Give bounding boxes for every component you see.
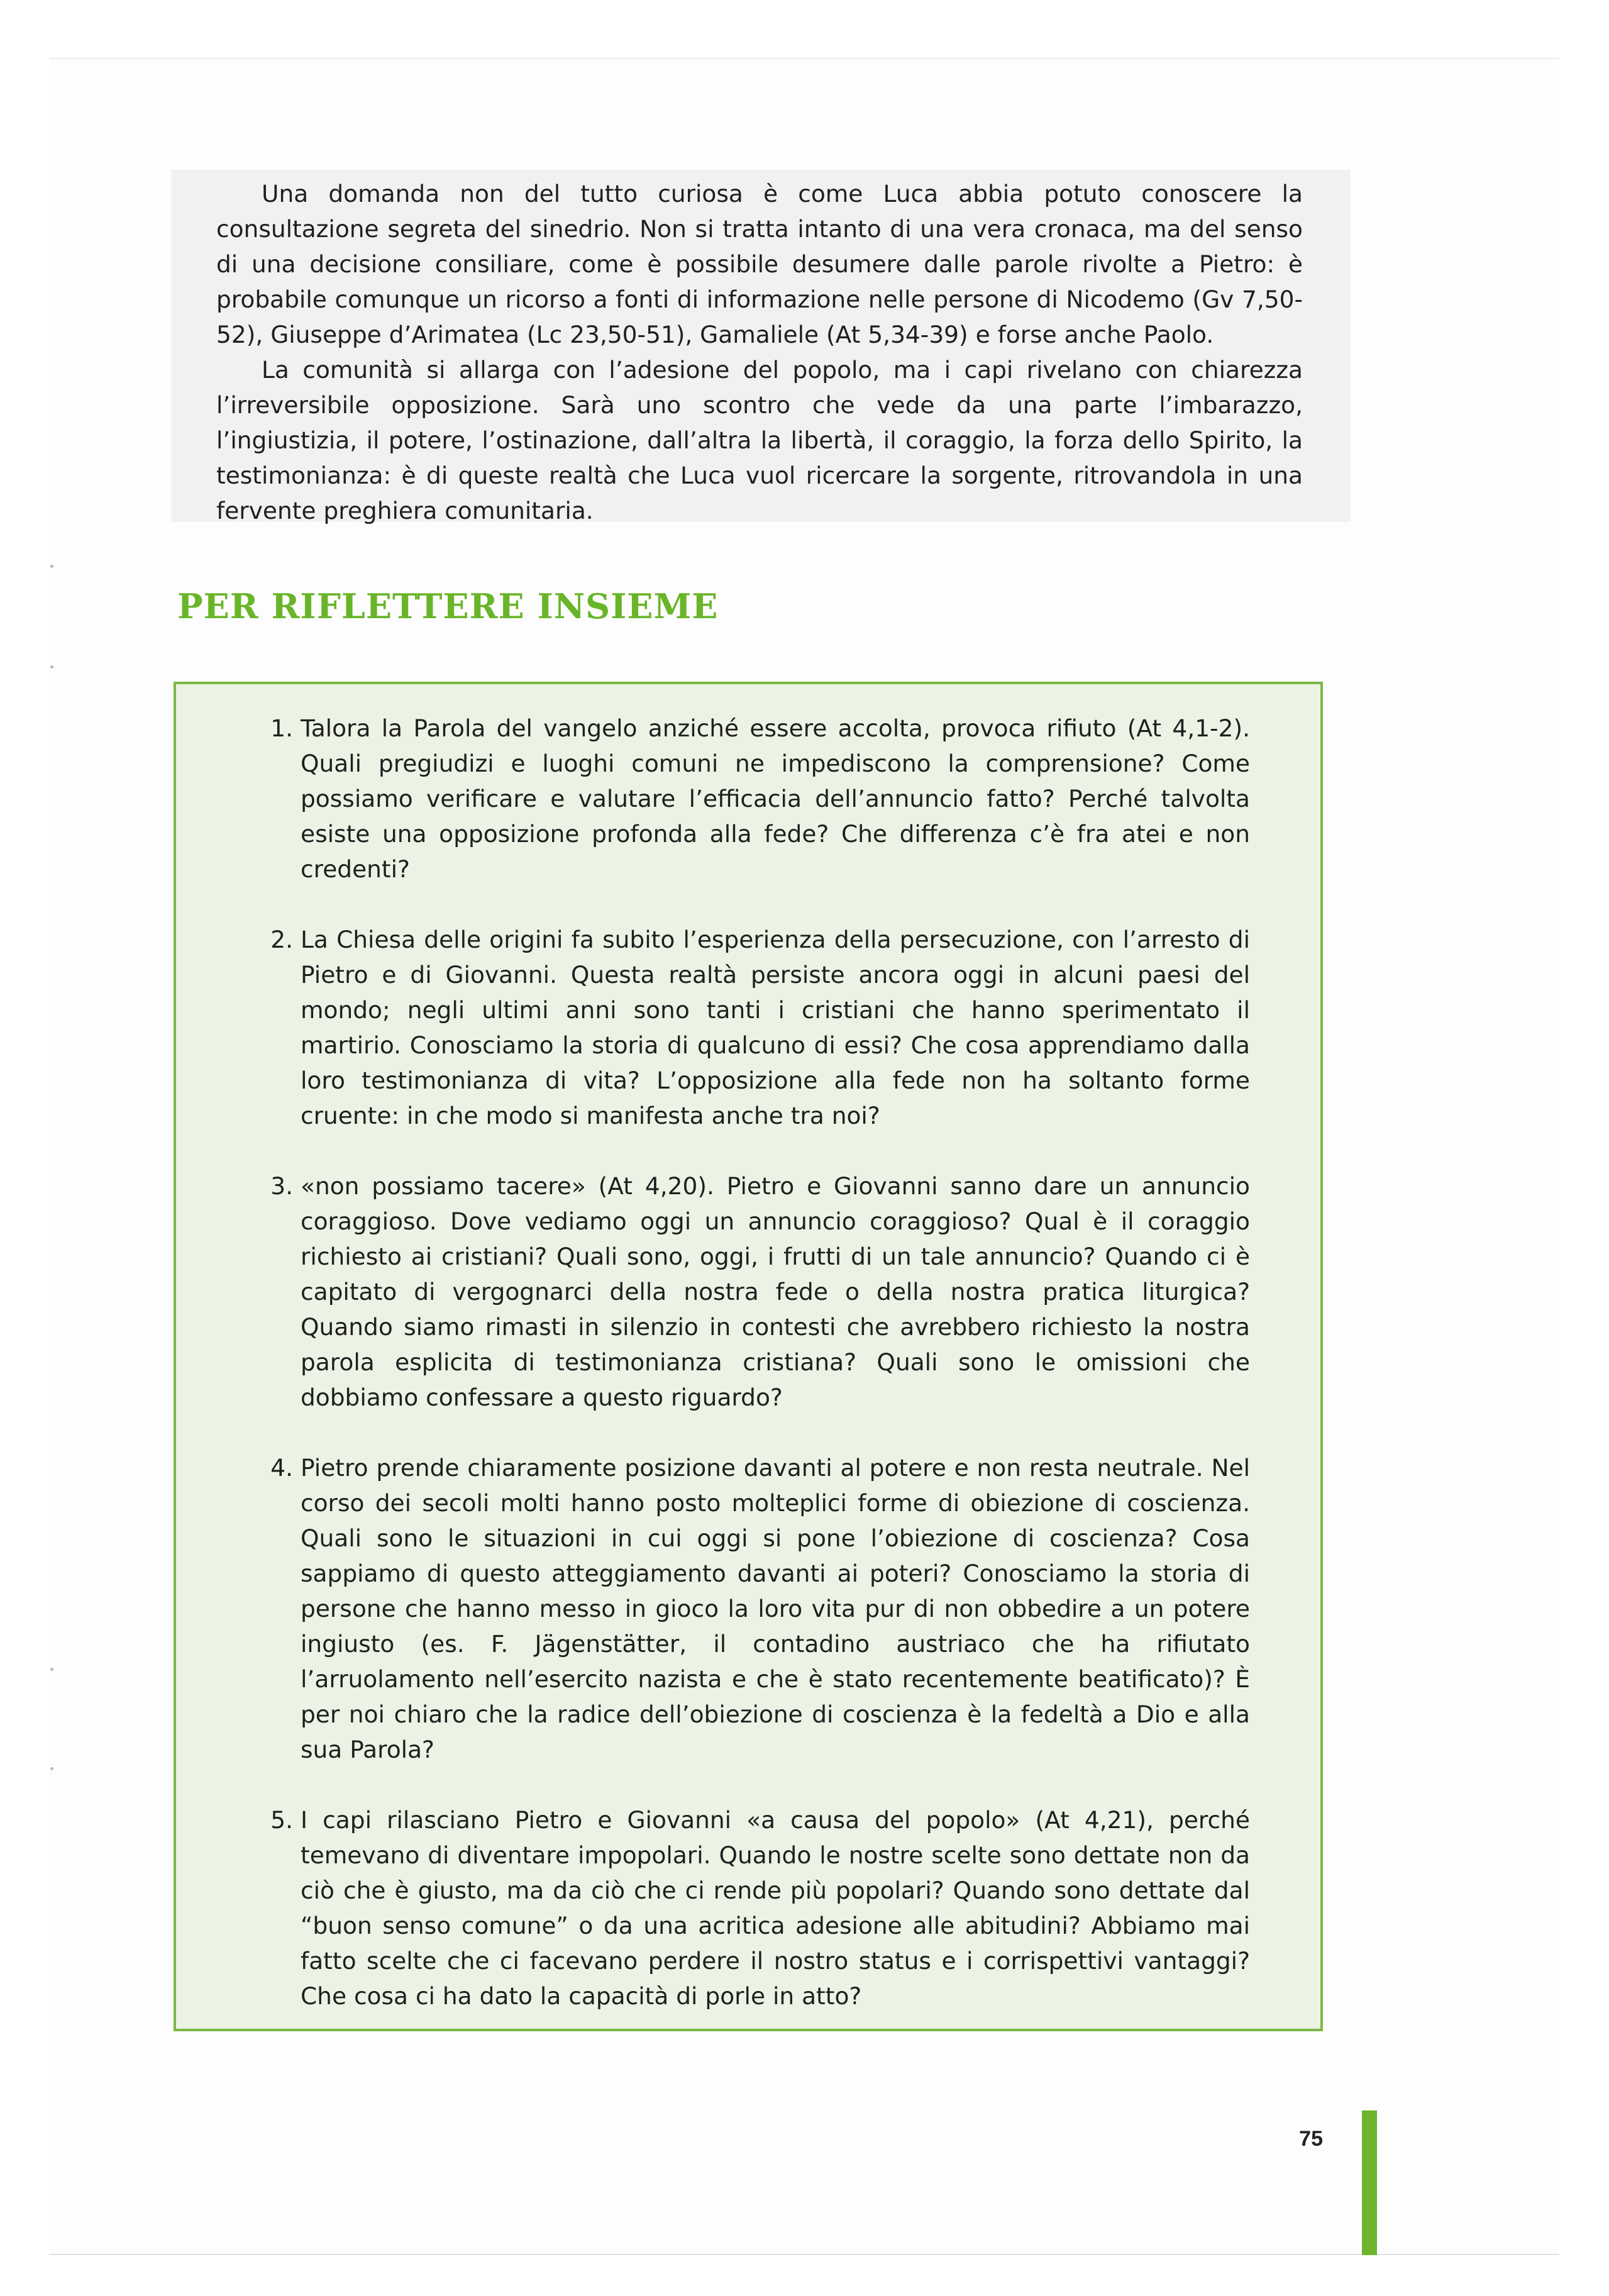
- intro-text-block: [171, 170, 1351, 522]
- question-item: [244, 1168, 1250, 1415]
- page-edge-tab: [1362, 2110, 1377, 2255]
- question-item: [244, 1802, 1250, 2014]
- margin-mark: [50, 1767, 53, 1770]
- intro-paragraph: La comunità si allarga con l’adesione del popolo, ma i capi rivelano con chiarezza l’irreversibile opposizione. Sarà uno scontro che vede da una parte l’imbarazzo, l’ingiustizia, il potere, l’ostinazione, dall’altra la libertà, il coraggio, la forza dello Spirito, la testimonianza: è di queste realtà che Luca vuol ricercare la sorgente, ritrovandola in una fervente preghiera comunitaria.: [216, 356, 1303, 524]
- intro-paragraph: Una domanda non del tutto curiosa è come Luca abbia potuto conoscere la consultazione segreta del sinedrio. Non si tratta intanto di una vera cronaca, ma del senso di una decisione consiliare, come è possibile desumere dalle parole rivolte a Pietro: è probabile comunque un ricorso a fonti di informazione nelle persone di Nicodemo (Gv 7,50-52), Giuseppe d’Arimatea (Lc 23,50-51), Gamaliele (At 5,34-39) e forse anche Paolo.: [216, 180, 1303, 348]
- question-number: 1.: [270, 714, 293, 742]
- margin-mark: [50, 665, 53, 668]
- margin-mark: [50, 1668, 53, 1671]
- question-number: 5.: [270, 1806, 293, 1834]
- question-item: [244, 922, 1250, 1133]
- question-text: Pietro prende chiaramente posizione davanti al potere e non resta neutrale. Nel corso dei secoli molti hanno posto molteplici forme di obiezione di coscienza. Quali sono le situazioni in cui oggi si pone l’obiezione di coscienza? Cosa sappiamo di questo atteggiamento davanti ai poteri? Conosciamo la storia di persone che hanno messo in gioco la loro vita pur di non obbedire a un potere ingiusto (es. F. Jägenstätter, il contadino austriaco che ha rifiutato l’arruolamento nell’esercito nazista e che è stato recentemente beatificato)? È per noi chiaro che la radice dell’obiezione di coscienza è la fedeltà a Dio e alla sua Parola?: [301, 1454, 1250, 1763]
- page-number: 75: [1299, 2127, 1323, 2151]
- question-number: 3.: [270, 1172, 293, 1200]
- question-item: [244, 1450, 1250, 1767]
- section-title: PER RIFLETTERE INSIEME: [177, 586, 719, 626]
- question-text: I capi rilasciano Pietro e Giovanni «a causa del popolo» (At 4,21), perché temevano di diventare impopolari. Quando le nostre scelte sono dettate non da ciò che è giusto, ma da ciò che ci rende più popolari? Quando sono dettate dal “buon senso comune” o da una acritica adesione alle abitudini? Abbiamo mai fatto scelte che ci facevano perdere il nostro status e i corrispettivi vantaggi? Che cosa ci ha dato la capacità di porle in atto?: [301, 1806, 1250, 2010]
- questions-box: [174, 682, 1323, 2031]
- questions-list: [176, 684, 1320, 2014]
- question-text: La Chiesa delle origini fa subito l’esperienza della persecuzione, con l’arresto di Pietro e di Giovanni. Questa realtà persiste ancora oggi in alcuni paesi del mondo; negli ultimi anni sono tanti i cristiani che hanno sperimentato il martirio. Conosciamo la storia di qualcuno di essi? Che cosa apprendiamo dalla loro testimonianza di vita? L’opposizione alla fede non ha soltanto forme cruente: in che modo si manifesta anche tra noi?: [301, 926, 1250, 1129]
- question-text: Talora la Parola del vangelo anziché essere accolta, provoca rifiuto (At 4,1-2). Quali pregiudizi e luoghi comuni ne impediscono la comprensione? Come possiamo verificare e valutare l’efficacia dell’annuncio fatto? Perché talvolta esiste una opposizione profonda alla fede? Che differenza c’è fra atei e non credenti?: [301, 714, 1250, 883]
- question-item: [244, 711, 1250, 887]
- question-number: 2.: [270, 926, 293, 953]
- question-number: 4.: [270, 1454, 293, 1482]
- margin-mark: [50, 565, 53, 568]
- question-text: «non possiamo tacere» (At 4,20). Pietro e Giovanni sanno dare un annuncio coraggioso. Dove vediamo oggi un annuncio coraggioso? Qual è il coraggio richiesto ai cristiani? Quali sono, oggi, i frutti di un tale annuncio? Quando ci è capitato di vergognarci della nostra fede o della nostra pratica liturgica? Quando siamo rimasti in silenzio in contesti che avrebbero richiesto la nostra parola esplicita di testimonianza cristiana? Quali sono le omissioni che dobbiamo confessare a questo riguardo?: [301, 1172, 1250, 1411]
